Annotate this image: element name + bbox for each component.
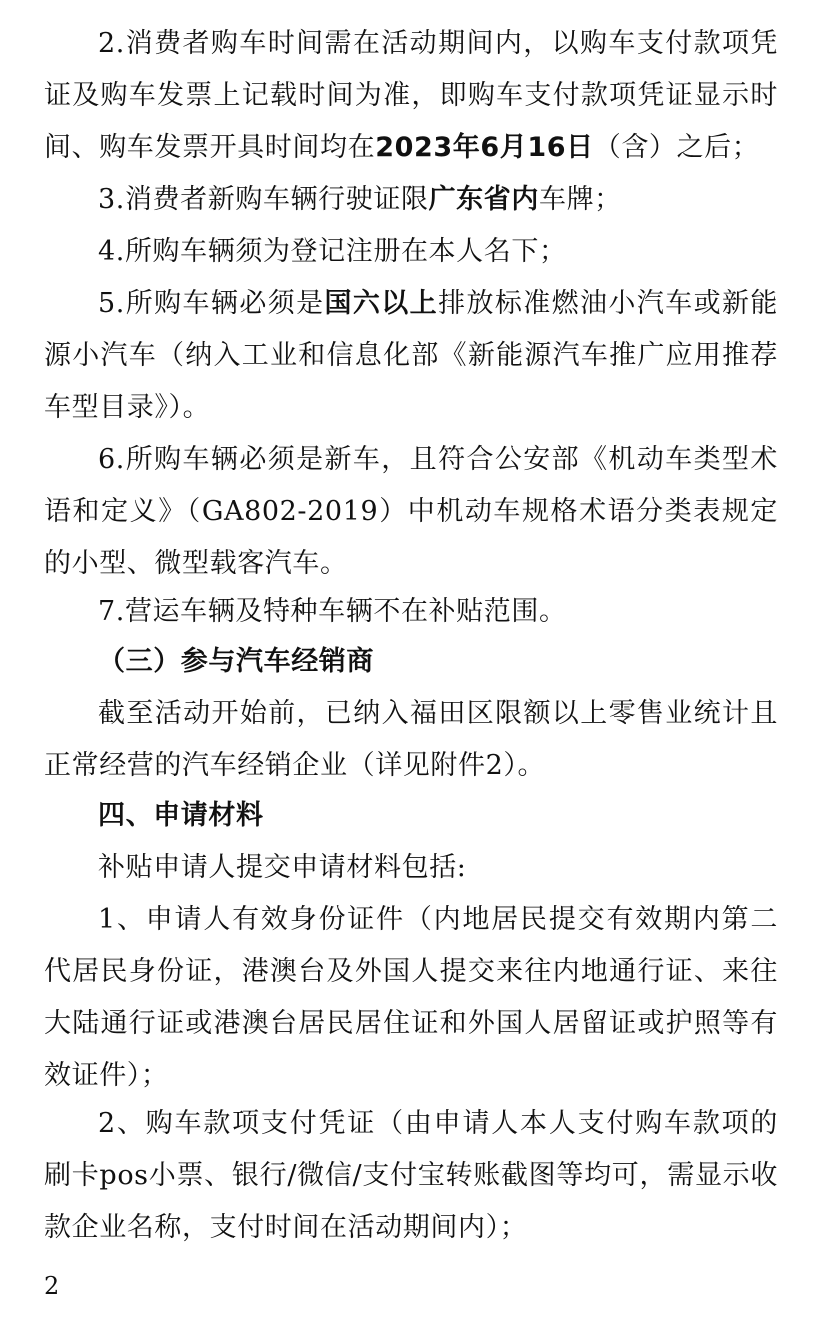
paragraph-text: 排放标准燃油小汽车或新能源小汽车（纳入工业和信息化部《新能源汽车推广应用推荐车型目录》）。 [44, 288, 778, 423]
bold-standard: 国六以上 [324, 288, 439, 319]
paragraph-registration [44, 226, 778, 278]
paragraph-text: 7.营运车辆及特种车辆不在补贴范围。 [98, 596, 567, 627]
paragraph-text: 6.所购车辆必须是新车，且符合公安部《机动车类型术语和定义》（GA802-2019）中机动车规格术语分类表规定的小型、微型载客汽车。 [44, 444, 778, 579]
paragraph-text: 1、申请人有效身份证件（内地居民提交有效期内第二代居民身份证，港澳台及外国人提交来往内地通行证、来往大陆通行证或港澳台居民居住证和外国人居留证或护照等有效证件）； [44, 904, 778, 1091]
paragraph-license-plate [44, 174, 778, 226]
section-heading-materials [44, 790, 778, 842]
paragraph-text: 2、购车款项支付凭证（由申请人本人支付购车款项的刷卡pos小票、银行/微信/支付宝转账截图等均可，需显示收款企业名称，支付时间在活动期间内）； [44, 1108, 778, 1243]
paragraph-text: 截至活动开始前，已纳入福田区限额以上零售业统计且正常经营的汽车经销企业（详见附件2）。 [44, 698, 778, 781]
bold-date: 2023年6月16日 [375, 132, 594, 163]
bold-region: 广东省内 [428, 184, 539, 215]
paragraph-text: 4.所购车辆须为登记注册在本人名下； [98, 236, 567, 267]
paragraph-text: 2.消费者购车时间需在活动期间内，以购车支付款项凭证及购车发票上记载时间为准，即购车支付款项凭证显示时间、购车发票开具时间均在 [44, 28, 778, 163]
paragraph-id-documents [44, 894, 778, 1102]
heading-text: 四、申请材料 [98, 800, 264, 831]
paragraph-exclusions [44, 586, 778, 638]
section-heading-dealers [44, 636, 778, 688]
paragraph-emission-standard [44, 278, 778, 434]
page-number: 2 [44, 1272, 60, 1300]
paragraph-text: （含）之后； [593, 132, 760, 163]
heading-text: （三）参与汽车经销商 [98, 646, 374, 677]
paragraph-text: 5.所购车辆必须是 [98, 288, 325, 319]
paragraph-new-vehicle [44, 434, 778, 590]
paragraph-text: 3.消费者新购车辆行驶证限 [98, 184, 429, 215]
paragraph-materials-intro [44, 842, 778, 894]
paragraph-dealers [44, 688, 778, 792]
paragraph-payment-proof [44, 1098, 778, 1254]
paragraph-purchase-time [44, 18, 778, 174]
paragraph-text: 补贴申请人提交申请材料包括: [98, 852, 467, 883]
paragraph-text: 车牌； [538, 184, 622, 215]
